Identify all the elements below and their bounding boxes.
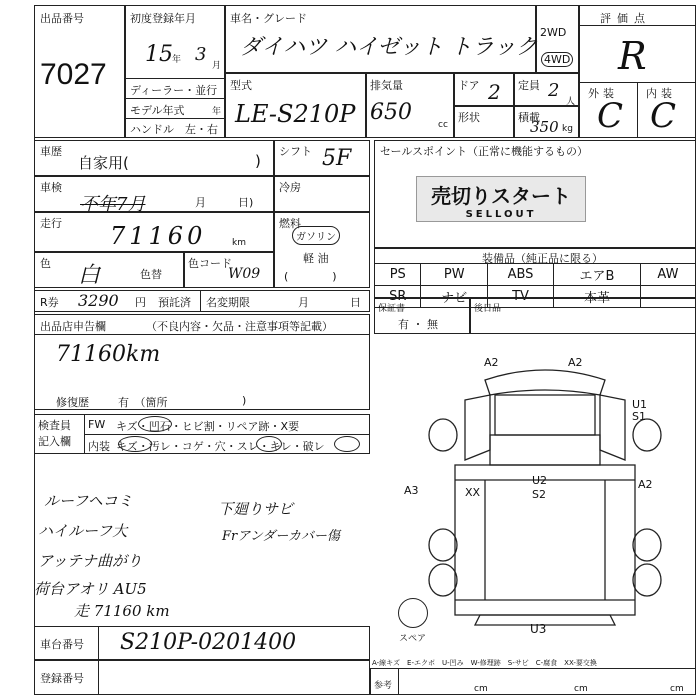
stamp-sub: SELLOUT — [465, 209, 537, 220]
mark-u1: U1 — [632, 398, 648, 411]
handle-label: ハンドル 左・右 — [130, 123, 218, 136]
legend-cm-2: cm — [574, 684, 588, 694]
mark-a2-front-right: A2 — [568, 356, 583, 369]
shape-label: 形状 — [458, 111, 480, 124]
reg-cell — [34, 660, 370, 695]
history-value: 自家用( — [78, 154, 129, 172]
mark-xx: XX — [465, 486, 481, 499]
history-label: 車歴 — [40, 145, 62, 158]
mark-a3: A3 — [404, 484, 419, 497]
warranty-value: 有 ・ 無 — [398, 318, 438, 331]
aircon-label: 冷房 — [279, 181, 301, 194]
repair-label: 修復歴 — [56, 396, 89, 409]
first-reg-month: 3 — [195, 44, 207, 65]
capacity-label: 定員 — [518, 79, 540, 92]
car-name-label: 車名・グレード — [230, 12, 307, 25]
recycle-value: 3290 — [78, 291, 119, 310]
legend-cm-3: cm — [670, 684, 684, 694]
color-value: 白 — [78, 263, 101, 288]
inspector-int: 内装 — [88, 440, 110, 453]
shift-value: 5F — [322, 146, 352, 171]
inspector-label: 検査員 記入欄 — [38, 419, 71, 448]
dealer-label: ディーラー・並行 — [130, 84, 218, 97]
equip-abs: ABS — [487, 264, 553, 286]
year-unit: 年 — [172, 55, 182, 65]
warranty-label: 保証書 — [378, 304, 406, 314]
remark-5: 走 71160 km — [74, 602, 170, 620]
remark-right-2: Frアンダーカバー傷 — [222, 529, 340, 544]
color-change: 色替 — [140, 268, 162, 281]
mark-s2: S2 — [532, 488, 546, 501]
first-reg-year: 15 — [145, 42, 173, 67]
fuel-paren: ( ) — [284, 270, 337, 283]
model-label: 型式 — [230, 79, 252, 92]
legend-cm-1: cm — [474, 684, 488, 694]
equip-sr: SR — [375, 286, 421, 308]
notes-label: 出品店申告欄 — [40, 320, 106, 333]
ext-rating: C — [597, 96, 624, 136]
repair-value: 有 （箇所 — [118, 396, 168, 409]
load-value: 350 — [530, 118, 559, 136]
inspection-label: 車検 — [40, 181, 62, 194]
drive-4wd: 4WD — [541, 52, 573, 67]
damage-legend: A-線キズ E-エクボ U-凹み W-修理跡 S-サビ C-腐食 XX-要交換 — [372, 659, 597, 667]
spare-tire-icon — [398, 598, 428, 628]
chassis-label: 車台番号 — [40, 638, 84, 651]
back-date-cell — [470, 298, 696, 334]
equip-pw: PW — [421, 264, 487, 286]
load-unit: kg — [562, 124, 573, 134]
mark-a2-side: A2 — [638, 478, 653, 491]
fuel-diesel: 軽 油 — [303, 252, 329, 265]
sellout-stamp — [416, 176, 586, 222]
equip-navi: ナビ — [421, 286, 487, 308]
equipment-label: 装備品（純正品に限る） — [482, 252, 603, 265]
name-change-label: 名変期限 — [206, 296, 250, 309]
int-rating: C — [650, 96, 677, 136]
capacity-unit: 人 — [566, 97, 576, 107]
remark-1: ルーフヘコミ — [44, 492, 133, 510]
equip-tv: TV — [487, 286, 553, 308]
displacement-unit: cc — [438, 120, 448, 130]
repair-close: ) — [242, 394, 247, 407]
inspection-month: 月 — [195, 196, 206, 209]
mark-s1: S1 — [632, 410, 646, 423]
name-change-month: 月 — [298, 296, 309, 309]
doors-value: 2 — [488, 80, 501, 104]
circle-fw-kizu — [138, 416, 172, 432]
color-label: 色 — [40, 257, 51, 270]
equip-airbag: エアB — [554, 264, 641, 286]
car-name-value: ダイハツ ハイゼット トラック — [240, 35, 538, 60]
notes-mileage: 71160km — [56, 342, 161, 367]
first-reg-label: 初度登録年月 — [130, 12, 196, 25]
inspector-fw-items: キズ・凹石・ヒビ割・リペア跡・X要 — [116, 420, 300, 433]
back-date-label: 後日品 — [474, 304, 502, 314]
history-close: ) — [255, 152, 261, 170]
fuel-gas: ガソリン — [292, 226, 340, 245]
model-year-label: モデル年式 — [130, 104, 185, 117]
lot-label: 出品番号 — [40, 12, 84, 25]
equip-leather: 本革 — [554, 286, 641, 308]
recycle-label: R券 — [40, 296, 59, 309]
remark-4: 荷台アオリ AU5 — [34, 580, 147, 598]
spare-label: スペア — [399, 634, 427, 644]
remark-3: アッテナ曲がり — [38, 552, 142, 570]
lot-number: 7027 — [40, 58, 107, 91]
remark-right-1: 下廻りサビ — [218, 500, 294, 518]
mileage-unit: km — [232, 238, 246, 248]
equip-ps: PS — [375, 264, 421, 286]
load-label: 積載 — [518, 111, 540, 124]
month-unit: 月 — [212, 61, 222, 71]
doors-label: ドア — [458, 79, 480, 92]
int-label: 内装 — [646, 87, 676, 100]
chassis-value: S210P-0201400 — [120, 630, 297, 655]
sales-point-label: セールスポイント（正常に機能するもの） — [380, 145, 589, 158]
rating-value: R — [618, 34, 647, 78]
reg-label: 登録番号 — [40, 672, 84, 685]
inspection-handwritten: 不年7月 — [80, 194, 146, 215]
circle-int-yabure — [334, 436, 360, 452]
mileage-value: 71160 — [110, 222, 207, 250]
drive-2wd: 2WD — [540, 26, 567, 39]
recycle-deposit: 預託済 — [158, 296, 191, 309]
history-cell — [34, 140, 274, 176]
wheels — [429, 419, 661, 596]
capacity-value: 2 — [548, 80, 560, 101]
displacement-label: 排気量 — [370, 79, 403, 92]
model-value: LE-S210P — [235, 100, 356, 128]
legend-ref-label: 参考 — [374, 681, 393, 691]
circle-int-kizu — [118, 436, 152, 452]
fuel-label: 燃料 — [279, 217, 301, 230]
rating-label: 評価点 — [600, 12, 651, 25]
mileage-label: 走行 — [40, 217, 62, 230]
remark-2: ハイルーフ大 — [38, 522, 128, 540]
color-code-value: W09 — [228, 266, 261, 282]
mark-u2: U2 — [532, 474, 548, 487]
stamp-main: 売切りスタート — [431, 184, 571, 208]
legend-ref-cell — [370, 668, 696, 695]
color-code-label: 色コード — [188, 257, 232, 270]
circle-int-sure — [256, 436, 282, 452]
ext-label: 外装 — [588, 87, 618, 100]
mark-a2-front-left: A2 — [484, 356, 499, 369]
inspection-day: 日) — [238, 196, 254, 209]
notes-note: （不良内容・欠品・注意事項等記載） — [146, 320, 333, 333]
inspector-int-items: キズ・汚レ・コゲ・穴・スレ・キレ・破レ — [116, 440, 325, 453]
equip-aw: AW — [640, 264, 695, 286]
model-year-unit: 年 — [212, 107, 222, 117]
mark-u3: U3 — [530, 622, 547, 636]
name-change-day: 日 — [350, 296, 361, 309]
displacement-value: 650 — [370, 100, 412, 125]
recycle-unit: 円 — [135, 296, 146, 309]
shift-label: シフト — [279, 145, 312, 158]
inspector-fw: FW — [88, 418, 106, 431]
